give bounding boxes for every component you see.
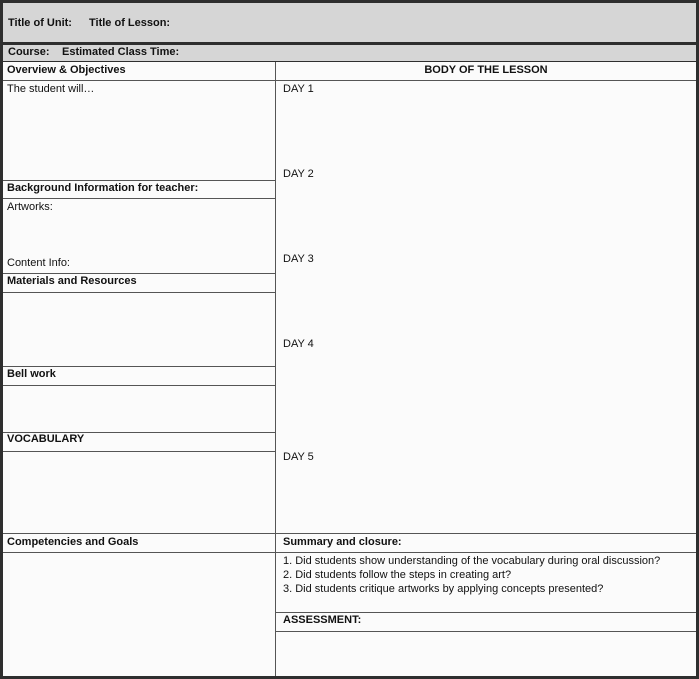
title-header — [3, 3, 696, 42]
row-divider — [276, 631, 696, 632]
row-divider — [276, 612, 696, 613]
summary-heading: Summary and closure: — [283, 536, 402, 548]
title-of-unit-label: Title of Unit: — [8, 17, 72, 29]
vocabulary-heading: VOCABULARY — [7, 433, 85, 445]
row-divider — [3, 198, 275, 199]
row-divider — [3, 451, 275, 452]
bell-work-heading: Bell work — [7, 368, 56, 380]
row-divider — [3, 80, 696, 81]
course-label: Course: — [8, 46, 50, 58]
row-divider — [3, 552, 696, 553]
day-2-label: DAY 2 — [283, 168, 314, 180]
title-of-lesson-label: Title of Lesson: — [89, 17, 171, 29]
row-divider — [3, 366, 275, 367]
day-3-label: DAY 3 — [283, 253, 314, 265]
estimated-time-label: Estimated Class Time: — [62, 46, 180, 58]
row-divider — [3, 533, 696, 534]
row-divider — [3, 385, 275, 386]
day-1-label: DAY 1 — [283, 83, 314, 95]
question-2: 2. Did students follow the steps in creating art? — [283, 569, 512, 581]
student-will-text: The student will… — [7, 83, 95, 95]
row-divider — [3, 273, 275, 274]
background-heading: Background Information for teacher: — [7, 182, 199, 194]
day-4-label: DAY 4 — [283, 338, 314, 350]
overview-heading: Overview & Objectives — [7, 64, 126, 76]
row-divider — [3, 292, 275, 293]
assessment-heading: ASSESSMENT: — [283, 614, 362, 626]
lesson-table — [3, 62, 696, 676]
column-divider — [275, 62, 276, 676]
materials-heading: Materials and Resources — [7, 275, 137, 287]
question-3: 3. Did students critique artworks by applying concepts presented? — [283, 583, 604, 595]
day-5-label: DAY 5 — [283, 451, 314, 463]
course-row — [3, 45, 696, 61]
question-1: 1. Did students show understanding of the vocabulary during oral discussion? — [283, 555, 661, 567]
artworks-label: Artworks: — [7, 201, 53, 213]
content-info-label: Content Info: — [7, 257, 70, 269]
body-of-lesson-heading: BODY OF THE LESSON — [424, 64, 548, 76]
competencies-heading: Competencies and Goals — [7, 536, 139, 548]
row-divider — [3, 180, 275, 181]
